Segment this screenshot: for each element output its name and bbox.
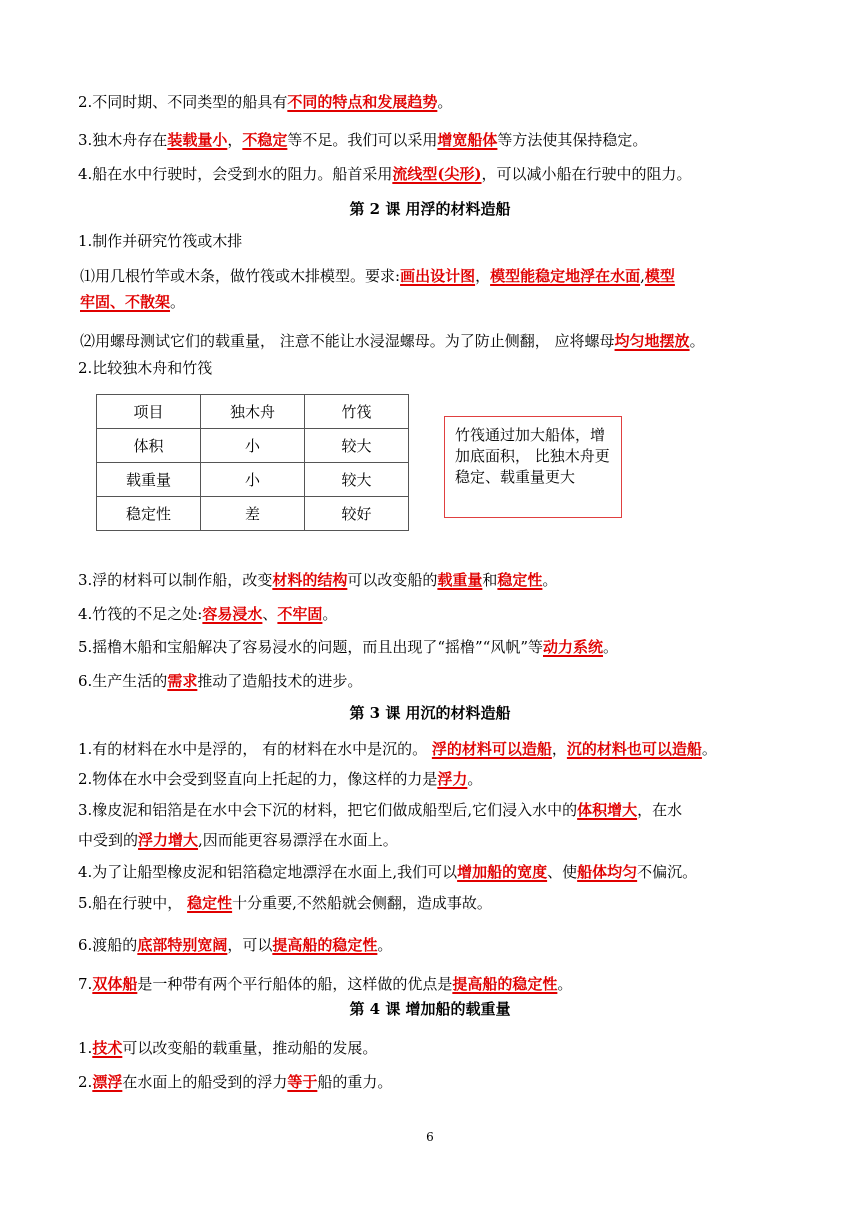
- text-line: [78, 164, 692, 184]
- answer-highlight: 浮力: [437, 770, 468, 788]
- table-cell: 小: [201, 463, 305, 497]
- text-segment: 。: [437, 93, 453, 111]
- text-line: 2.比较独木舟和竹筏: [78, 359, 213, 377]
- note-box: 竹筏通过加大船体，增加底面积， 比独木舟更稳定、载重量更大: [444, 416, 622, 518]
- answer-highlight: 装载量小: [167, 131, 228, 149]
- text-line: [78, 800, 682, 820]
- text-segment: 3.独木舟存在: [78, 131, 168, 149]
- text-segment: ,: [640, 267, 645, 285]
- text-segment: 5.摇橹木船和宝船解决了容易浸水的问题，而且出现了“摇橹”“风帆”等: [78, 638, 543, 656]
- text-line: [80, 292, 185, 312]
- text-segment: ，可以: [227, 936, 273, 954]
- answer-highlight: 双体船: [92, 975, 138, 993]
- answer-highlight: 体积增大: [577, 801, 638, 819]
- text-segment: 等方法使其保持稳定。: [497, 131, 648, 149]
- text-segment: 。: [603, 638, 619, 656]
- text-segment: 3.橡皮泥和铝箔是在水中会下沉的材料，把它们做成船型后,它们浸入水中的: [78, 801, 578, 819]
- text-segment: ,因而能更容易漂浮在水面上。: [198, 831, 398, 849]
- text-segment: 是一种带有两个平行船体的船，这样做的优点是: [137, 975, 453, 993]
- text-segment: 不偏沉。: [637, 863, 698, 881]
- text-segment: 在水面上的船受到的浮力: [122, 1073, 288, 1091]
- table-cell: 稳定性: [97, 497, 201, 531]
- text-segment: ，: [227, 131, 243, 149]
- text-segment: 7.: [78, 975, 93, 993]
- text-segment: 等不足。我们可以采用: [287, 131, 438, 149]
- answer-highlight: 载重量: [437, 571, 483, 589]
- answer-highlight: 模型能稳定地浮在水面: [490, 267, 641, 285]
- answer-highlight: 增宽船体: [437, 131, 498, 149]
- text-segment: 。: [689, 332, 705, 350]
- answer-highlight: 提高船的稳定性: [272, 936, 378, 954]
- text-segment: ⑴用几根竹竿或木条，做竹筏或木排模型。要求:: [80, 267, 401, 285]
- text-segment: 。: [170, 293, 186, 311]
- answer-highlight: 需求: [167, 672, 198, 690]
- text-segment: 4.船在水中行驶时，会受到水的阻力。船首采用: [78, 165, 393, 183]
- text-segment: ，在水: [637, 801, 683, 819]
- text-segment: ，: [475, 267, 491, 285]
- text-segment: 推动了造船技术的进步。: [197, 672, 363, 690]
- answer-highlight: 动力系统: [543, 638, 604, 656]
- answer-highlight: 提高船的稳定性: [452, 975, 558, 993]
- text-line: [78, 671, 362, 691]
- answer-highlight: 浮的材料可以造船: [431, 740, 552, 758]
- table-header-cell: 独木舟: [201, 395, 305, 429]
- table-cell: 载重量: [97, 463, 201, 497]
- answer-highlight: 稳定性: [187, 894, 233, 912]
- page-number: 6: [426, 1130, 434, 1144]
- text-line: [78, 637, 618, 657]
- text-line: [78, 1038, 377, 1058]
- table-cell: 差: [201, 497, 305, 531]
- answer-highlight: 均匀地摆放: [614, 332, 690, 350]
- text-segment: 2.: [78, 1073, 93, 1091]
- text-line: [78, 862, 697, 882]
- text-segment: 。: [542, 571, 558, 589]
- text-segment: 、: [262, 605, 278, 623]
- text-line: [80, 266, 675, 286]
- text-segment: 、使: [547, 863, 578, 881]
- lesson-3-heading: 第 3 课 用沉的材料造船: [349, 704, 511, 722]
- answer-highlight: 等于: [287, 1073, 318, 1091]
- text-segment: 2.不同时期、不同类型的船具有: [78, 93, 288, 111]
- text-segment: 4.竹筏的不足之处:: [78, 605, 203, 623]
- table-header-cell: 竹筏: [305, 395, 409, 429]
- text-line: [78, 604, 337, 624]
- text-line: [78, 830, 398, 850]
- text-segment: 6.生产生活的: [78, 672, 168, 690]
- answer-highlight: 不同的特点和发展趋势: [287, 93, 438, 111]
- text-line: 1.制作并研究竹筏或木排: [78, 232, 243, 250]
- table-cell: 较大: [305, 429, 409, 463]
- comparison-table: [96, 394, 409, 531]
- text-segment: 6.渡船的: [78, 936, 138, 954]
- text-segment: 。: [377, 936, 393, 954]
- answer-highlight: 沉的材料也可以造船: [566, 740, 702, 758]
- text-segment: 5.船在行驶中，: [78, 894, 188, 912]
- answer-highlight: 技术: [92, 1039, 123, 1057]
- text-segment: ⑵用螺母测试它们的载重量， 注意不能让水浸湿螺母。为了防止侧翻， 应将螺母: [80, 332, 615, 350]
- table-row: [97, 497, 409, 531]
- answer-highlight: 船体均匀: [577, 863, 638, 881]
- text-segment: 。: [557, 975, 573, 993]
- answer-highlight: 增加船的宽度: [457, 863, 548, 881]
- lesson-4-heading: 第 4 课 增加船的载重量: [349, 1000, 511, 1018]
- text-segment: 1.有的材料在水中是浮的， 有的材料在水中是沉的。: [78, 740, 432, 758]
- text-line: [78, 893, 492, 913]
- answer-highlight: 底部特别宽阔: [137, 936, 228, 954]
- table-header-row: [97, 395, 409, 429]
- text-line: [78, 92, 452, 112]
- answer-highlight: 不牢固: [277, 605, 323, 623]
- text-segment: 。: [467, 770, 483, 788]
- answer-highlight: 模型: [644, 267, 675, 285]
- answer-highlight: 材料的结构: [272, 571, 348, 589]
- text-segment: 4.为了让船型橡皮泥和铝箔稳定地漂浮在水面上,我们可以: [78, 863, 458, 881]
- text-line: [78, 1072, 392, 1092]
- text-segment: 十分重要,不然船就会侧翻，造成事故。: [232, 894, 492, 912]
- text-segment: 。: [701, 740, 717, 758]
- answer-highlight: 牢固、不散架: [80, 293, 171, 311]
- table-cell: 较好: [305, 497, 409, 531]
- text-line: [78, 935, 392, 955]
- text-segment: 可以改变船的: [347, 571, 438, 589]
- answer-highlight: 流线型(尖形): [392, 165, 482, 183]
- text-segment: 中受到的: [78, 831, 139, 849]
- table-cell: 较大: [305, 463, 409, 497]
- table-header-cell: 项目: [97, 395, 201, 429]
- text-line: [78, 570, 557, 590]
- text-line: [78, 769, 482, 789]
- answer-highlight: 容易浸水: [202, 605, 263, 623]
- table-cell: 体积: [97, 429, 201, 463]
- text-line: [78, 974, 572, 994]
- table-cell: 小: [201, 429, 305, 463]
- answer-highlight: 画出设计图: [400, 267, 476, 285]
- text-segment: ，可以减小船在行驶中的阻力。: [481, 165, 692, 183]
- answer-highlight: 浮力增大: [138, 831, 199, 849]
- answer-highlight: 漂浮: [92, 1073, 123, 1091]
- text-segment: 3.浮的材料可以制作船，改变: [78, 571, 273, 589]
- text-segment: 船的重力。: [317, 1073, 393, 1091]
- table-row: [97, 429, 409, 463]
- text-segment: 。: [322, 605, 338, 623]
- table-row: [97, 463, 409, 497]
- text-line: [78, 130, 647, 150]
- answer-highlight: 稳定性: [497, 571, 543, 589]
- text-segment: ，: [551, 740, 567, 758]
- text-line: [80, 331, 705, 351]
- text-segment: 2.物体在水中会受到竖直向上托起的力，像这样的力是: [78, 770, 438, 788]
- answer-highlight: 不稳定: [242, 131, 288, 149]
- lesson-2-heading: 第 2 课 用浮的材料造船: [349, 200, 511, 218]
- text-segment: 和: [482, 571, 498, 589]
- text-segment: 可以改变船的载重量，推动船的发展。: [122, 1039, 378, 1057]
- text-line: [78, 739, 717, 759]
- text-segment: 1.: [78, 1039, 93, 1057]
